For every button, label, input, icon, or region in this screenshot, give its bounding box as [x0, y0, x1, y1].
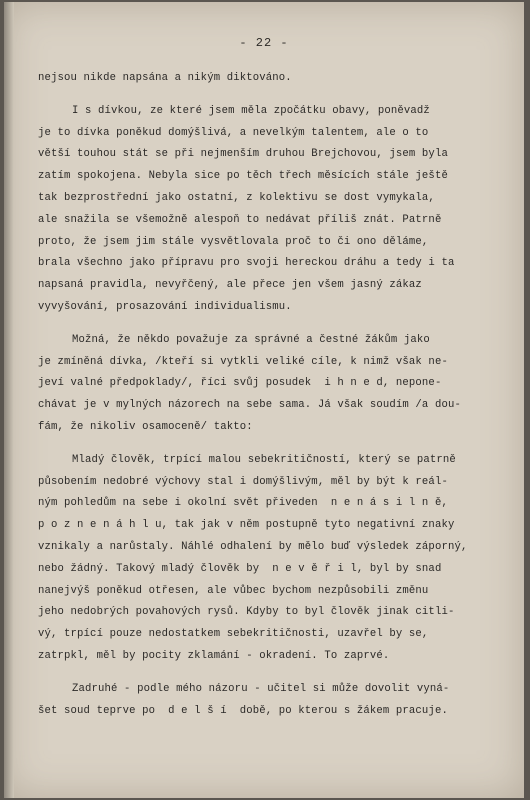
paragraph-gap [38, 319, 500, 330]
page-binding-edge [4, 2, 14, 798]
text-line: p o z n e n á h l u, tak jak v něm postupně tyto negativní znaky [38, 519, 455, 532]
text-line: chávat je v mylných názorech na sebe sama. Já však soudím /a dou- [38, 399, 461, 412]
paragraph [38, 101, 500, 319]
page-number: - 22 - [239, 36, 289, 50]
paragraph-gap [38, 668, 500, 679]
text-line: nebo žádný. Takový mladý člověk by n e v ě ř i l, byl by snad [38, 562, 442, 575]
text-line: zatrpkl, měl by pocity zklamání - okradení. To zaprvé. [38, 649, 390, 662]
text-line: fám, že nikoliv osamoceně/ takto: [38, 420, 253, 433]
text-line: šet soud teprve po d e l š í době, po kterou s žákem pracuje. [38, 704, 448, 717]
text-line: Zadruhé - podle mého názoru - učitel si může dovolit vyná- [72, 682, 450, 695]
text-line: vyvyšování, prosazování individualismu. [38, 300, 292, 313]
text-line: jeví valné předpoklady/, říci svůj posudek i h n e d, nepone- [38, 377, 442, 390]
text-line: ným pohledům na sebe i okolní svět přiveden n e n á s i l n ě, [38, 497, 448, 510]
text-line: větší touhou stát se při nejmenším druhou Brejchovou, jsem byla [38, 148, 448, 161]
text-line: je zmíněná dívka, /kteří si vytkli veliké cíle, k nimž však ne- [38, 355, 448, 368]
body-text [38, 68, 500, 722]
text-line: Možná, že někdo považuje za správné a čestné žákům jako [72, 333, 430, 346]
text-line: nejsou nikde napsána a nikým diktováno. [38, 72, 292, 84]
text-line: vznikaly a narůstaly. Náhlé odhalení by mělo buď výsledek záporný, [38, 540, 468, 553]
paragraph [38, 679, 500, 723]
paragraph-gap [38, 439, 500, 450]
text-line: působením nedobré výchovy stal i domýšlivým, měl by být k reál- [38, 475, 448, 488]
text-line: I s dívkou, ze které jsem měla zpočátku obavy, poněvadž [72, 104, 430, 117]
text-line: proto, že jsem jim stále vysvětlovala proč to či ono děláme, [38, 235, 429, 248]
text-line: vý, trpící pouze nedostatkem sebekritičnosti, uzavřel by se, [38, 628, 429, 641]
text-line: tak bezprostřední jako ostatní, z kolektivu se dost vymykala, [38, 191, 435, 204]
paragraph-gap [38, 90, 500, 101]
text-line: zatím spokojena. Nebyla sice po těch třech měsících stále ještě [38, 170, 448, 183]
text-line: je to dívka poněkud domýšlivá, a nevelkým talentem, ale o to [38, 126, 429, 139]
paragraph [38, 450, 500, 668]
text-line: jeho nedobrých povahových rysů. Kdyby to byl člověk jinak citli- [38, 606, 455, 619]
paragraph [38, 330, 500, 439]
text-line: Mladý člověk, trpící malou sebekritičností, který se patrně [72, 453, 456, 466]
text-line: ale snažila se všemožně alespoň to nedávat příliš znát. Patrně [38, 213, 442, 226]
text-line: napsaná pravidla, nevyřčený, ale přece jen všem jasný zákaz [38, 279, 422, 292]
document-page [4, 2, 524, 798]
text-line: brala všechno jako přípravu pro svoji hereckou dráhu a tedy i ta [38, 257, 455, 270]
text-line: nanejvýš poněkud otřesen, ale vůbec bychom nezpůsobili změnu [38, 584, 429, 597]
paragraph [38, 68, 500, 90]
